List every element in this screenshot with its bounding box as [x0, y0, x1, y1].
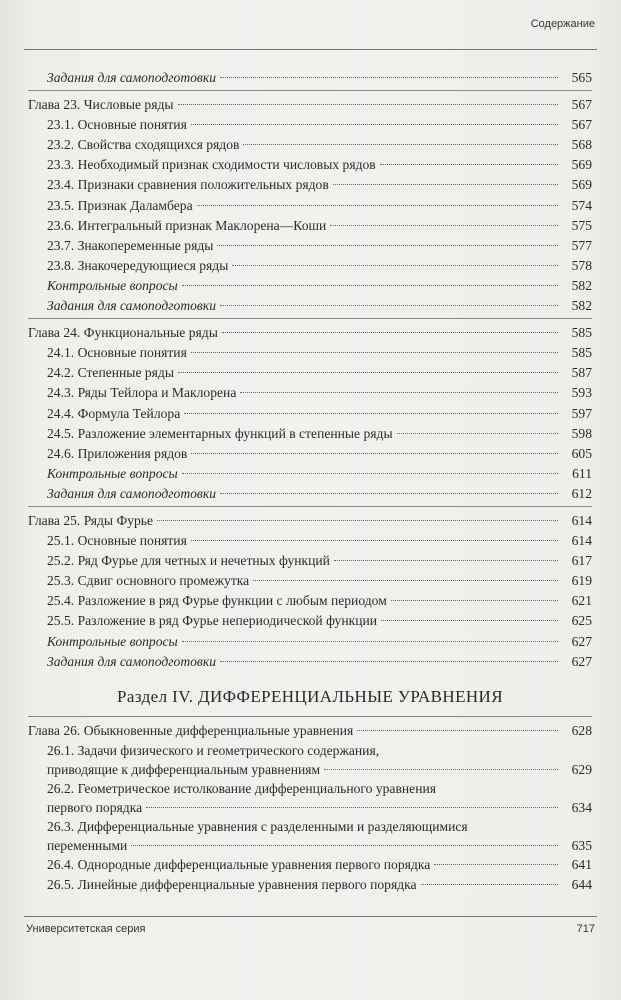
entry-title: Задания для самоподготовки — [47, 485, 216, 501]
entry-title-line2-row — [47, 836, 592, 855]
page-number: 621 — [571, 593, 592, 609]
entry-title-line1: 26.1. Задачи физического и геометрического содержания, — [47, 742, 380, 758]
toc-ch26-multi — [28, 741, 592, 855]
section-title[interactable]: Раздел IV. ДИФФЕРЕНЦИАЛЬНЫЕ УРАВНЕНИЯ — [117, 686, 503, 706]
leader-dots — [191, 540, 558, 541]
footer-rule — [24, 916, 597, 917]
page-number: 605 — [571, 445, 592, 461]
entry-title: 24.3. Ряды Тейлора и Маклорена — [47, 385, 237, 401]
series-name: Университетская серия — [26, 923, 146, 935]
toc-entry[interactable] — [28, 363, 592, 383]
toc-entry[interactable] — [28, 591, 592, 611]
entry-title: Контрольные вопросы — [47, 633, 178, 649]
toc-entry[interactable] — [28, 571, 592, 591]
entry-title: Задания для самоподготовки — [47, 70, 216, 85]
toc-divider — [28, 90, 592, 91]
leader-dots — [232, 265, 558, 266]
leader-dots — [217, 245, 558, 246]
page-number: 567 — [571, 97, 592, 113]
toc-entry[interactable] — [28, 115, 592, 135]
page-number: 587 — [571, 365, 592, 381]
toc-ch26-items — [28, 855, 592, 895]
leader-dots — [421, 884, 558, 885]
page-number: 578 — [571, 257, 592, 273]
toc-entry[interactable] — [28, 196, 592, 216]
leader-dots — [146, 807, 558, 808]
toc-entry[interactable] — [28, 464, 592, 484]
leader-dots — [220, 77, 558, 78]
chapter-title: Глава 25. Ряды Фурье — [28, 512, 154, 528]
chapter-title: Глава 23. Числовые ряды — [28, 97, 174, 113]
leader-dots — [157, 520, 558, 521]
entry-title: 24.6. Приложения рядов — [47, 445, 188, 461]
page-number: 575 — [571, 217, 592, 233]
page-number: 582 — [571, 298, 592, 314]
page-number: 585 — [571, 345, 592, 361]
toc-entry[interactable] — [28, 424, 592, 444]
toc-entry[interactable] — [28, 343, 592, 363]
toc-entry-multiline[interactable] — [28, 779, 592, 817]
page-number: 627 — [571, 633, 592, 649]
entry-title: 25.4. Разложение в ряд Фурье функции с любым периодом — [47, 593, 387, 609]
leader-dots — [222, 332, 558, 333]
entry-title: 23.8. Знакочередующиеся ряды — [47, 257, 229, 273]
toc-entry-multiline[interactable] — [28, 741, 592, 779]
entry-title: 25.3. Сдвиг основного промежутка — [47, 573, 250, 589]
entry-title: 23.6. Интегральный признак Маклорена—Коши — [47, 217, 327, 233]
toc-ch25-items — [28, 531, 592, 672]
leader-dots — [357, 730, 558, 731]
entry-title: 24.4. Формула Тейлора — [47, 405, 181, 421]
page-number: 593 — [571, 385, 592, 401]
toc-chapter-24[interactable] — [28, 323, 592, 343]
header-rule — [24, 49, 597, 50]
page-number: 598 — [571, 425, 592, 441]
entry-title: 25.1. Основные понятия — [47, 533, 187, 549]
toc-entry[interactable] — [28, 256, 592, 276]
entry-title: 23.2. Свойства сходящихся рядов — [47, 137, 240, 153]
page-number: 619 — [571, 573, 592, 589]
leader-dots — [240, 392, 558, 393]
toc-entry[interactable] — [28, 444, 592, 464]
entry-title: Контрольные вопросы — [47, 277, 178, 293]
table-of-contents — [28, 68, 592, 895]
toc-entry[interactable] — [28, 155, 592, 175]
entry-title-line2-row — [47, 798, 592, 817]
entry-title: Контрольные вопросы — [47, 465, 178, 481]
leader-dots — [397, 433, 558, 434]
page-number: 585 — [571, 325, 592, 341]
toc-entry[interactable] — [28, 404, 592, 424]
entry-title-line1: 26.2. Геометрическое истолкование дифференциального уравнения — [47, 780, 436, 796]
entry-title: Задания для самоподготовки — [47, 653, 216, 669]
entry-title: 24.1. Основные понятия — [47, 345, 187, 361]
entry-title: 26.4. Однородные дифференциальные уравнения первого порядка — [47, 856, 431, 872]
leader-dots — [334, 560, 558, 561]
toc-entry[interactable] — [28, 296, 592, 316]
leader-dots — [191, 352, 558, 353]
page-number: 568 — [571, 137, 592, 153]
leader-dots — [381, 620, 558, 621]
leader-dots — [330, 225, 558, 226]
leader-dots — [191, 124, 558, 125]
toc-entry[interactable] — [28, 611, 592, 631]
leader-dots — [324, 769, 558, 770]
chapter-title: Глава 24. Функциональные ряды — [28, 325, 218, 341]
page-number: 611 — [572, 465, 592, 481]
toc-entry[interactable] — [28, 551, 592, 571]
leader-dots — [191, 453, 558, 454]
page-number: 614 — [571, 512, 592, 528]
leader-dots — [184, 413, 558, 414]
leader-dots — [182, 285, 558, 286]
toc-entry-multiline[interactable] — [28, 817, 592, 855]
folio: 717 — [576, 923, 595, 935]
leader-dots — [333, 184, 558, 185]
leader-dots — [434, 864, 558, 865]
entry-title-line2: переменными — [47, 837, 128, 853]
toc-divider — [28, 318, 592, 319]
toc-entry[interactable] — [28, 68, 592, 88]
toc-entry[interactable] — [28, 875, 592, 895]
entry-title: 25.5. Разложение в ряд Фурье непериодической функции — [47, 613, 378, 629]
entry-title-line2: приводящие к дифференциальным уравнениям — [47, 761, 321, 777]
page-number: 625 — [571, 613, 592, 629]
page-number: 641 — [571, 856, 592, 872]
leader-dots — [253, 580, 558, 581]
leader-dots — [220, 661, 558, 662]
chapter-title: Глава 26. Обыкновенные дифференциальные уравнения — [28, 722, 354, 738]
toc-divider — [28, 716, 592, 717]
page-number: 569 — [571, 157, 592, 173]
page-number: 612 — [571, 485, 592, 501]
entry-title-line1: 26.3. Дифференциальные уравнения с разделенными и разделяющимися — [47, 818, 468, 834]
entry-title: 23.7. Знакопеременные ряды — [47, 237, 214, 253]
page-number: 614 — [571, 533, 592, 549]
toc-entry[interactable] — [28, 276, 592, 296]
toc-ch23-items — [28, 115, 592, 316]
toc-entry[interactable] — [28, 632, 592, 652]
entry-title: 26.5. Линейные дифференциальные уравнения первого порядка — [47, 876, 417, 892]
page-number: 574 — [571, 197, 592, 213]
leader-dots — [243, 144, 558, 145]
leader-dots — [380, 164, 558, 165]
page-number: 582 — [571, 277, 592, 293]
entry-title: 25.2. Ряд Фурье для четных и нечетных функций — [47, 553, 330, 569]
entry-title: 23.4. Признаки сравнения положительных рядов — [47, 177, 329, 193]
leader-dots — [220, 305, 558, 306]
page-number: 628 — [571, 722, 592, 738]
toc-entry[interactable] — [28, 484, 592, 504]
page-number: 634 — [571, 799, 592, 815]
leader-dots — [220, 493, 558, 494]
leader-dots — [197, 205, 558, 206]
entry-title: 24.5. Разложение элементарных функций в степенные ряды — [47, 425, 393, 441]
toc-entry[interactable] — [28, 216, 592, 236]
toc-entry[interactable] — [28, 175, 592, 195]
toc-entry[interactable] — [28, 236, 592, 256]
page-number: 617 — [571, 553, 592, 569]
entry-title-line2: первого порядка — [47, 799, 143, 815]
toc-entry[interactable] — [28, 652, 592, 672]
toc-divider — [28, 506, 592, 507]
leader-dots — [391, 600, 558, 601]
toc-entry[interactable] — [28, 855, 592, 875]
toc-entry[interactable] — [28, 135, 592, 155]
toc-chapter-25[interactable] — [28, 511, 592, 531]
leader-dots — [131, 845, 558, 846]
toc-chapter-26[interactable] — [28, 721, 592, 741]
toc-entry[interactable] — [28, 383, 592, 403]
entry-title: 23.5. Признак Даламбера — [47, 197, 193, 213]
page-number: 635 — [571, 837, 592, 853]
page-number: 627 — [571, 653, 592, 669]
leader-dots — [178, 104, 558, 105]
toc-ch22-tail — [28, 68, 592, 88]
page-number: 597 — [571, 405, 592, 421]
page-number: 569 — [571, 177, 592, 193]
page-number: 565 — [571, 70, 592, 85]
running-head: Содержание — [530, 18, 595, 30]
leader-dots — [182, 641, 558, 642]
entry-title: 23.1. Основные понятия — [47, 117, 187, 133]
page-number: 567 — [571, 117, 592, 133]
entry-title: 24.2. Степенные ряды — [47, 365, 174, 381]
leader-dots — [182, 473, 558, 474]
toc-entry[interactable] — [28, 531, 592, 551]
page-number: 629 — [571, 761, 592, 777]
toc-ch24-items — [28, 343, 592, 504]
page-number: 644 — [571, 876, 592, 892]
entry-title: 23.3. Необходимый признак сходимости числовых рядов — [47, 157, 376, 173]
leader-dots — [178, 372, 558, 373]
toc-chapter-23[interactable] — [28, 95, 592, 115]
entry-title: Задания для самоподготовки — [47, 298, 216, 314]
entry-title-line2-row — [47, 760, 592, 779]
page-number: 577 — [571, 237, 592, 253]
